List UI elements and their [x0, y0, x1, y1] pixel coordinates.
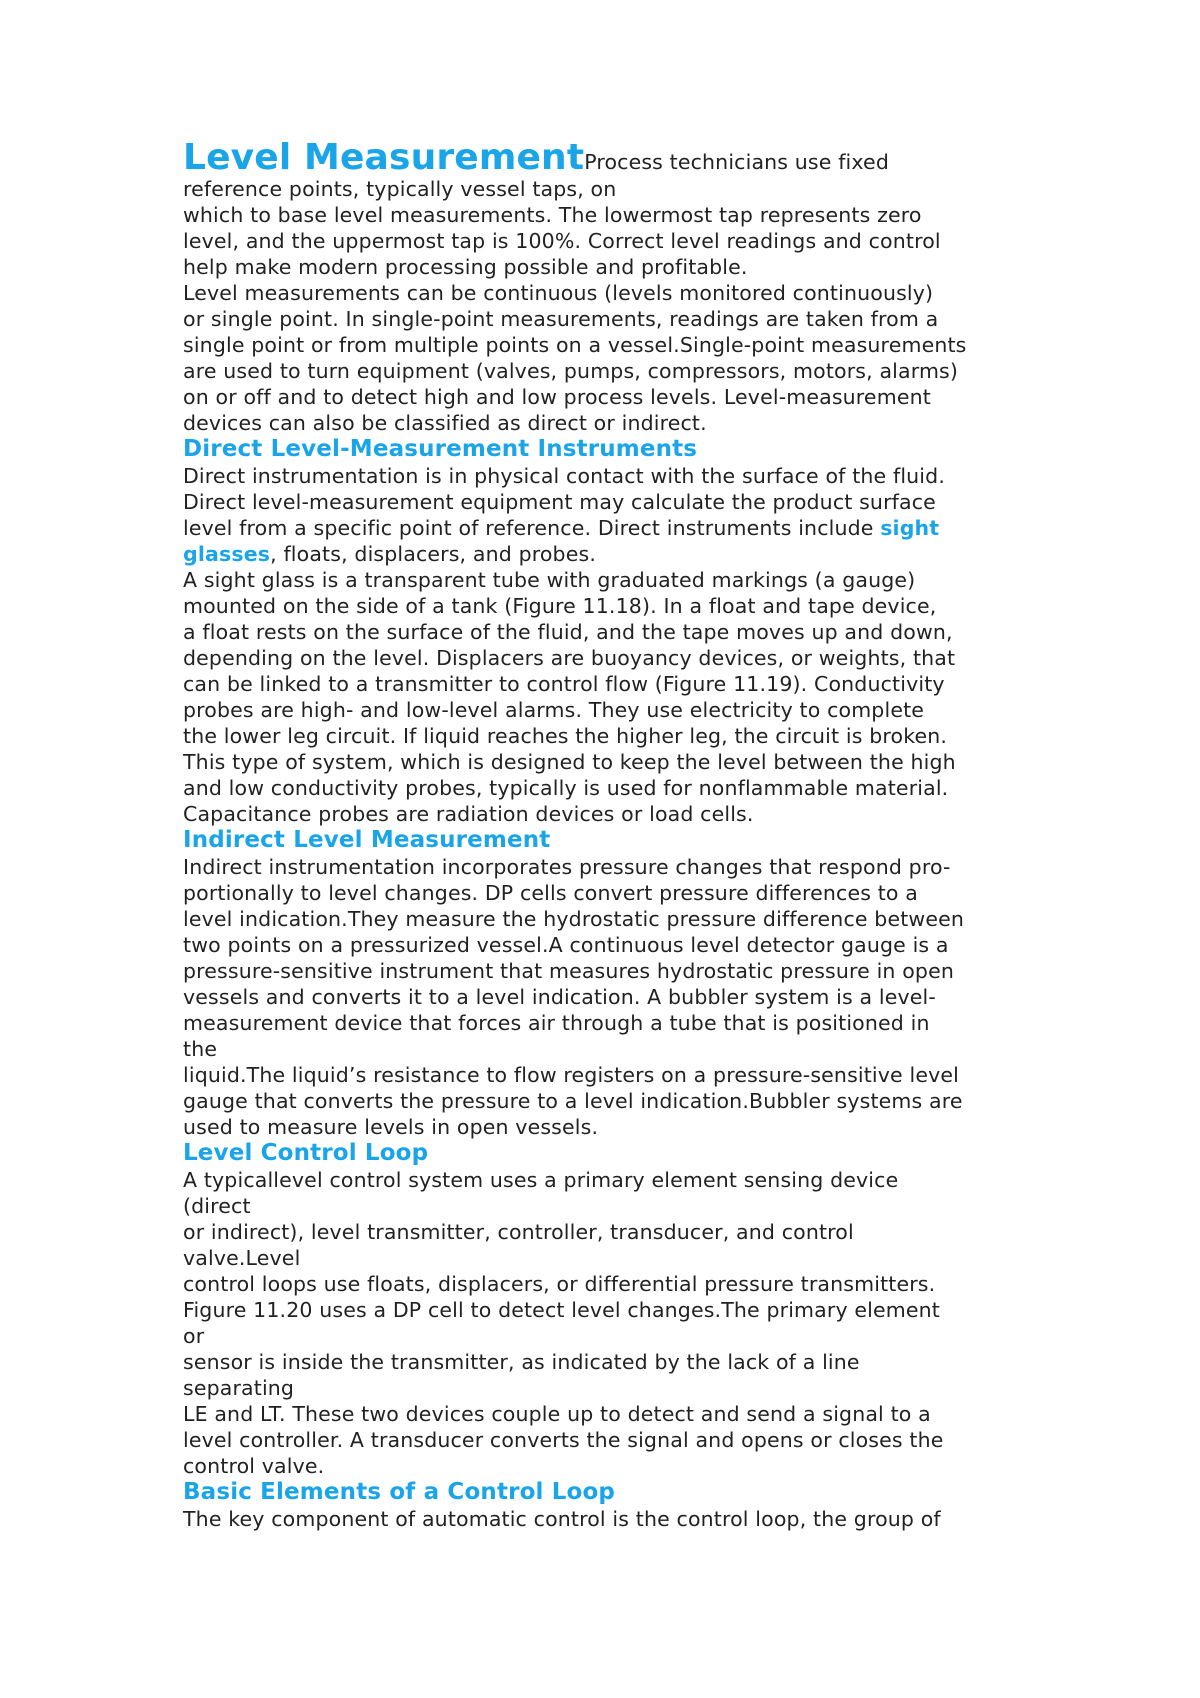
paragraph-line: LE and LT. These two devices couple up to detect and send a signal to a	[183, 1402, 931, 1426]
sight-glasses-link-continued[interactable]: glasses	[183, 542, 271, 566]
title-line	[183, 137, 1033, 178]
paragraph-line: A typicallevel control system uses a primary element sensing device	[183, 1168, 899, 1192]
paragraph-line: portionally to level changes. DP cells convert pressure differences to a	[183, 881, 918, 905]
section-heading-direct: Direct Level-Measurement Instruments	[183, 436, 698, 462]
paragraph-line: or single point. In single-point measurements, readings are taken from a	[183, 307, 939, 331]
paragraph-line: two points on a pressurized vessel.A continuous level detector gauge is a	[183, 933, 949, 957]
paragraph-line: Direct instrumentation is in physical contact with the surface of the fluid.	[183, 464, 945, 488]
sight-glasses-link[interactable]: sight	[880, 516, 940, 540]
paragraph-line: depending on the level. Displacers are buoyancy devices, or weights, that	[183, 646, 956, 670]
document-page	[183, 137, 1033, 1532]
paragraph-line: on or off and to detect high and low process levels. Level-measurement	[183, 385, 931, 409]
paragraph-line: Direct level-measurement equipment may calculate the product surface	[183, 490, 936, 514]
page-title: Level Measurement	[183, 137, 585, 178]
paragraph-line: single point or from multiple points on a vessel.Single-point measurements	[183, 333, 967, 357]
paragraph-line: A sight glass is a transparent tube with graduated markings (a gauge)	[183, 568, 916, 592]
text-segment: level from a specific point of reference. Direct instruments include	[183, 516, 881, 540]
paragraph-line: liquid.The liquid’s resistance to flow registers on a pressure-sensitive level	[183, 1063, 959, 1087]
section-heading-basic-elements: Basic Elements of a Control Loop	[183, 1479, 616, 1505]
paragraph-line: gauge that converts the pressure to a level indication.Bubbler systems are	[183, 1089, 963, 1113]
paragraph-line: Figure 11.20 uses a DP cell to detect level changes.The primary element	[183, 1298, 940, 1322]
paragraph-line: Level measurements can be continuous (levels monitored continuously)	[183, 281, 934, 305]
paragraph-line: mounted on the side of a tank (Figure 11.18). In a float and tape device,	[183, 594, 937, 618]
paragraph-line: or indirect), level transmitter, controller, transducer, and control	[183, 1220, 854, 1244]
paragraph-line: level indication.They measure the hydrostatic pressure difference between	[183, 907, 964, 931]
paragraph-line: reference points, typically vessel taps, on	[183, 177, 617, 201]
paragraph-line: Process technicians use fixed	[584, 150, 889, 174]
paragraph-line: level, and the uppermost tap is 100%. Correct level readings and control	[183, 229, 941, 253]
section-heading-control-loop: Level Control Loop	[183, 1140, 429, 1166]
paragraph-line: the lower leg circuit. If liquid reaches the higher leg, the circuit is broken.	[183, 724, 948, 748]
paragraph-line: Capacitance probes are radiation devices or load cells.	[183, 802, 754, 826]
paragraph-line: valve.Level	[183, 1246, 301, 1270]
paragraph-line: used to measure levels in open vessels.	[183, 1115, 599, 1139]
paragraph-line: level controller. A transducer converts the signal and opens or closes the	[183, 1428, 944, 1452]
text-segment: , floats, displacers, and probes.	[270, 542, 596, 566]
paragraph-line: control loops use floats, displacers, or differential pressure transmitters.	[183, 1272, 936, 1296]
paragraph-line: and low conductivity probes, typically is used for nonflammable material.	[183, 776, 949, 800]
paragraph-line: help make modern processing possible and profitable.	[183, 255, 748, 279]
paragraph-line: or	[183, 1324, 205, 1348]
paragraph-line: control valve.	[183, 1454, 325, 1478]
paragraph-line: which to base level measurements. The lowermost tap represents zero	[183, 203, 922, 227]
paragraph-line: sensor is inside the transmitter, as indicated by the lack of a line	[183, 1350, 860, 1374]
paragraph-line: Indirect instrumentation incorporates pressure changes that respond pro-	[183, 855, 951, 879]
paragraph-line: devices can also be classified as direct or indirect.	[183, 411, 707, 435]
paragraph-line	[183, 541, 1033, 567]
paragraph-line: separating	[183, 1376, 295, 1400]
section-heading-indirect: Indirect Level Measurement	[183, 827, 551, 853]
paragraph-line: The key component of automatic control is the control loop, the group of	[183, 1507, 941, 1531]
paragraph-line: pressure-sensitive instrument that measures hydrostatic pressure in open	[183, 959, 954, 983]
paragraph-line: the	[183, 1037, 218, 1061]
paragraph-line: can be linked to a transmitter to control flow (Figure 11.19). Conductivity	[183, 672, 945, 696]
paragraph-line: probes are high- and low-level alarms. They use electricity to complete	[183, 698, 925, 722]
paragraph-line: a float rests on the surface of the fluid, and the tape moves up and down,	[183, 620, 953, 644]
paragraph-line: vessels and converts it to a level indication. A bubbler system is a level-	[183, 985, 936, 1009]
paragraph-line	[183, 515, 1033, 541]
paragraph-line: measurement device that forces air through a tube that is positioned in	[183, 1011, 930, 1035]
paragraph-line: This type of system, which is designed to keep the level between the high	[183, 750, 956, 774]
paragraph-line: (direct	[183, 1194, 251, 1218]
paragraph-line: are used to turn equipment (valves, pumps, compressors, motors, alarms)	[183, 359, 959, 383]
